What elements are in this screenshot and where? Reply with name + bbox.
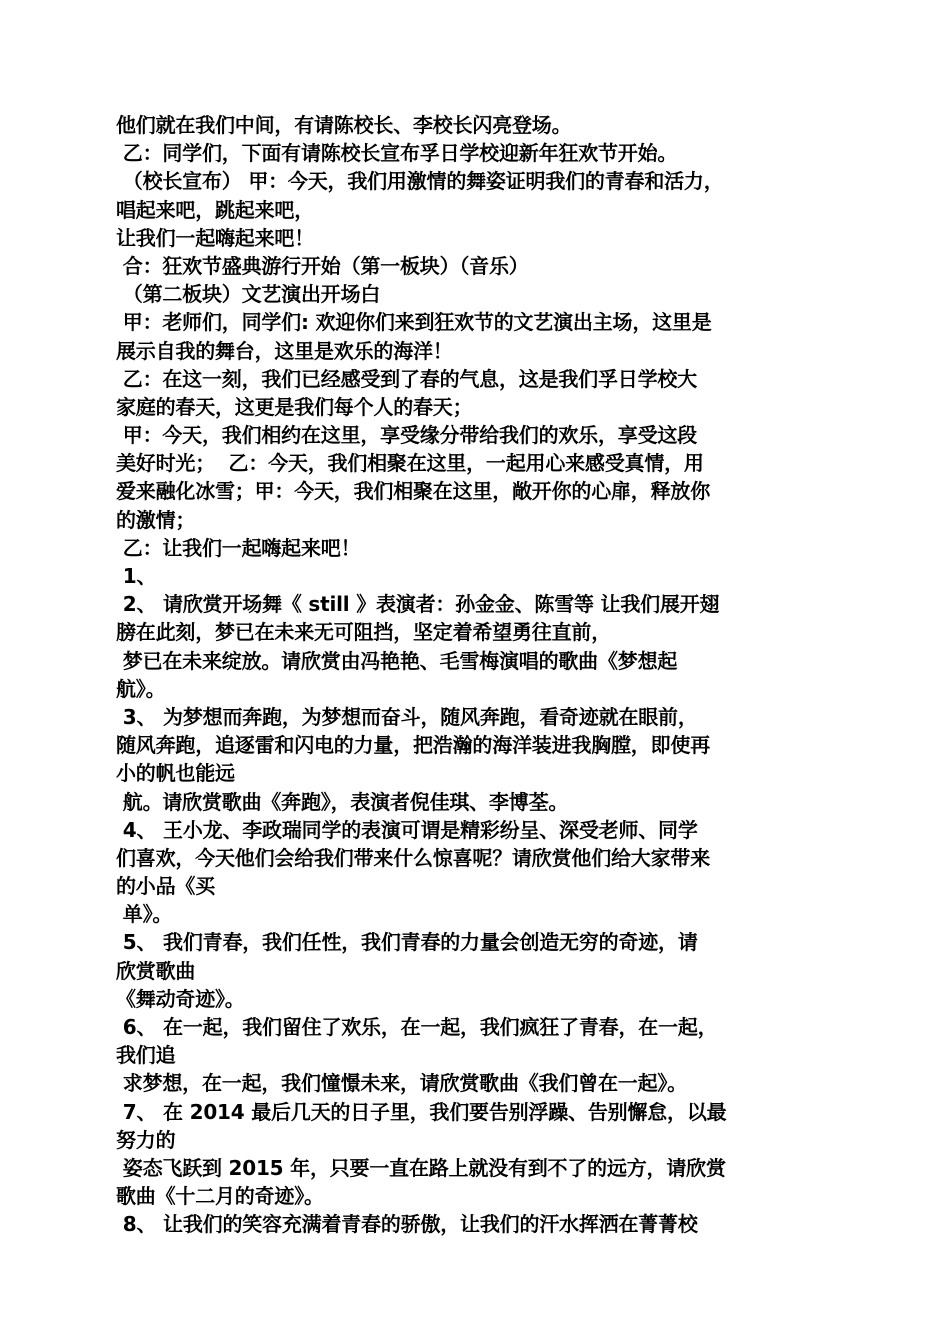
text-line: 6、 在一起，我们留住了欢乐，在一起，我们疯狂了青春，在一起， — [116, 1015, 718, 1039]
text-line: 甲：今天，我们相约在这里，享受缘分带给我们的欢乐，享受这段 — [116, 423, 697, 448]
text-line: 他们就在我们中间，有请陈校长、李校长闪亮登场。 — [116, 113, 572, 137]
text-line: 唱起来吧，跳起来吧， — [116, 197, 314, 222]
text-line: 3、 为梦想而奔跑，为梦想而奋斗，随风奔跑，看奇迹就在眼前， — [116, 704, 698, 729]
text-line: 膀在此刻，梦已在未来无可阻挡，坚定着希望勇往直前， — [116, 620, 611, 645]
text-line: 小的帆也能远 — [116, 761, 235, 786]
text-line: 的小品《买 — [116, 874, 215, 899]
text-line: 让我们一起嗨起来吧！ — [116, 225, 314, 250]
text-line: 爱来融化冰雪；甲：今天，我们相聚在这里，敞开你的心扉，释放你 — [116, 479, 710, 504]
text-line: 努力的 — [116, 1127, 176, 1152]
text-line: 美好时光； 乙：今天，我们相聚在这里，一起用心来感受真情，用 — [116, 451, 704, 476]
text-line: 5、 我们青春，我们任性，我们青春的力量会创造无穷的奇迹，请 — [116, 930, 698, 955]
text-line: 随风奔跑，追逐雷和闪电的力量，把浩瀚的海洋装进我胸膛，即使再 — [116, 733, 710, 758]
text-line: 航。请欣赏歌曲《奔跑》，表演者倪佳琪、李博荃。 — [116, 789, 569, 814]
text-line: 家庭的春天，这更是我们每个人的春天； — [116, 394, 473, 419]
text-line: 的激情； — [116, 507, 196, 532]
text-line: 乙：让我们一起嗨起来吧！ — [116, 535, 361, 560]
text-line: 欣赏歌曲 — [116, 958, 196, 983]
text-line: 姿态飞跃到 2015 年，只要一直在路上就没有到不了的远方，请欣赏 — [116, 1155, 726, 1180]
text-line: 我们追 — [116, 1043, 176, 1068]
text-line: 7、 在 2014 最后几天的日子里，我们要告别浮躁、告别懈怠，以最 — [116, 1099, 727, 1124]
text-line: 航》。 — [116, 676, 166, 701]
text-line: 4、 王小龙、李政瑞同学的表演可谓是精彩纷呈、深受老师、同学 — [116, 817, 698, 842]
text-line: 1、 — [116, 564, 157, 588]
text-line: 求梦想，在一起，我们憧憬未来，请欣赏歌曲《我们曾在一起》。 — [116, 1071, 687, 1096]
text-line: 歌曲《十二月的奇迹》。 — [116, 1184, 324, 1209]
text-line: 甲：老师们，同学们: 欢迎你们来到狂欢节的文艺演出主场，这里是 — [116, 310, 712, 335]
text-line: 乙：在这一刻，我们已经感受到了春的气息，这是我们孚日学校大 — [116, 366, 697, 391]
text-line: 《舞动奇迹》。 — [116, 986, 245, 1011]
text-line: 8、 让我们的笑容充满着青春的骄傲，让我们的汗水挥洒在菁菁校 — [116, 1212, 698, 1237]
text-line: 乙：同学们，下面有请陈校长宣布孚日学校迎新年狂欢节开始。 — [116, 141, 678, 166]
text-line: 单》。 — [116, 902, 173, 927]
text-line: 合：狂欢节盛典游行开始（第一板块）（音乐） — [116, 253, 529, 278]
text-line: 梦已在未来绽放。请欣赏由冯艳艳、毛雪梅演唱的歌曲《梦想起 — [116, 648, 678, 673]
text-line: （第二板块）文艺演出开场白 — [116, 282, 381, 307]
text-line: 们喜欢，今天他们会给我们带来什么惊喜呢？请欣赏他们给大家带来 — [116, 845, 710, 870]
text-line: （校长宣布） 甲：今天，我们用激情的舞姿证明我们的青春和活力， — [116, 169, 724, 194]
text-line: 展示自我的舞台，这里是欢乐的海洋！ — [116, 338, 453, 363]
text-line: 2、 请欣赏开场舞《 still 》表演者：孙金金、陈雪等 让我们展开翅 — [116, 592, 720, 617]
document-body — [116, 111, 846, 1239]
